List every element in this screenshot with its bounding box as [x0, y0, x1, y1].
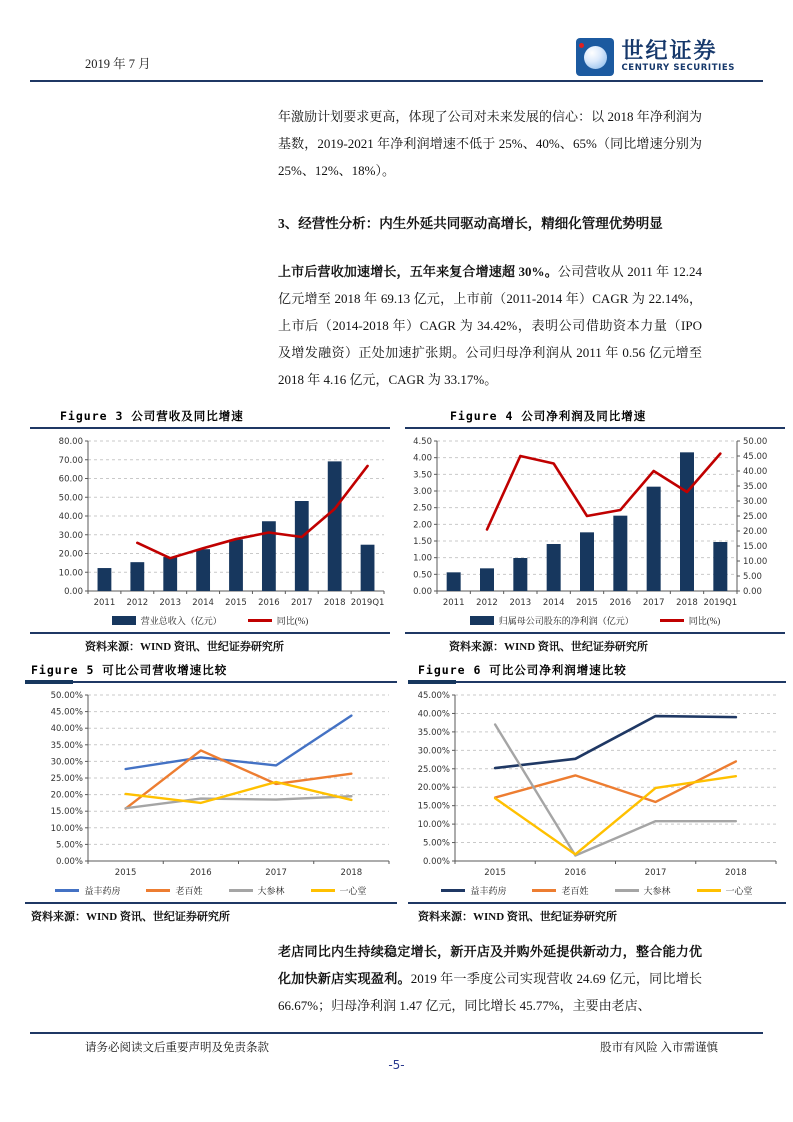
header-divider	[30, 80, 763, 82]
section-heading: 3、经营性分析：内生外延共同驱动高增长，精细化管理优势明显	[278, 216, 663, 231]
legend-label: 一心堂	[725, 886, 753, 896]
revenue-bar-line-chart	[30, 433, 390, 613]
svg-text:2019Q1: 2019Q1	[703, 598, 738, 608]
svg-text:50.00: 50.00	[58, 493, 83, 504]
svg-text:0.00: 0.00	[413, 587, 432, 597]
legend-label: 同比(%)	[276, 616, 309, 626]
svg-text:40.00: 40.00	[743, 467, 768, 477]
legend-swatch-bar-icon	[470, 616, 494, 625]
svg-text:0.00: 0.00	[64, 587, 83, 597]
figure-4-title: Figure 4 公司净利润及同比增速	[450, 409, 647, 423]
figure-6-title: Figure 6 可比公司净利润增速比较	[418, 663, 627, 677]
svg-text:2014: 2014	[542, 598, 565, 608]
svg-text:3.00: 3.00	[413, 487, 432, 497]
legend-swatch-line-icon	[146, 889, 170, 892]
legend-swatch-line-icon	[441, 889, 465, 892]
paragraph-incentive-plan: 年激励计划要求更高，体现了公司对未来发展的信心：以 2018 年净利润为基数，2019-2021 年净利润增速不低于 25%、40%、65%（同比增速分别为 25%、12%、18%）。	[278, 109, 702, 178]
svg-text:10.00%: 10.00%	[50, 823, 83, 834]
svg-text:30.00%: 30.00%	[417, 746, 450, 757]
svg-text:1.50: 1.50	[413, 537, 432, 547]
globe-logo-icon	[576, 38, 614, 76]
svg-text:0.50: 0.50	[413, 570, 432, 581]
svg-text:20.00: 20.00	[743, 527, 768, 537]
svg-text:4.50: 4.50	[413, 437, 432, 447]
svg-text:60.00: 60.00	[58, 474, 83, 485]
svg-text:40.00%: 40.00%	[50, 724, 83, 735]
svg-text:4.00: 4.00	[413, 453, 432, 464]
svg-text:2018: 2018	[323, 598, 346, 608]
svg-text:50.00: 50.00	[743, 437, 768, 447]
svg-text:25.00%: 25.00%	[50, 774, 83, 784]
svg-text:2017: 2017	[644, 868, 667, 878]
legend-swatch-line-icon	[532, 889, 556, 892]
figure-3-title-rule	[30, 427, 390, 429]
paragraph-lead-bold: 上市后营收加速增长，五年来复合增速超 30%。	[278, 264, 558, 279]
svg-text:2016: 2016	[190, 868, 212, 878]
figure-5-title-rule	[25, 681, 397, 683]
figure-4-source: 资料来源：WIND 资讯、世纪证券研究所	[405, 632, 785, 654]
svg-text:2011: 2011	[442, 598, 465, 608]
legend-label: 归属母公司股东的净利润（亿元）	[498, 616, 634, 626]
legend-label: 一心堂	[339, 886, 367, 896]
svg-text:2018: 2018	[340, 868, 363, 878]
legend-label: 营业总收入（亿元）	[140, 616, 222, 626]
svg-text:50.00%: 50.00%	[50, 691, 83, 701]
company-logo	[576, 38, 735, 76]
svg-text:2016: 2016	[258, 598, 280, 608]
svg-text:2012: 2012	[476, 598, 498, 608]
legend-label: 益丰药房	[84, 886, 121, 896]
logo-name-cn: 世纪证券	[621, 39, 718, 64]
svg-text:1.00: 1.00	[413, 553, 432, 564]
svg-text:40.00: 40.00	[58, 512, 83, 522]
svg-text:15.00%: 15.00%	[417, 801, 450, 812]
legend-item	[55, 884, 120, 897]
legend-item	[660, 614, 721, 627]
svg-text:15.00: 15.00	[743, 542, 768, 552]
svg-text:2013: 2013	[509, 598, 532, 608]
svg-text:35.00: 35.00	[743, 482, 768, 492]
legend-swatch-line-icon	[55, 889, 79, 892]
figure-3-source: 资料来源：WIND 资讯、世纪证券研究所	[30, 632, 390, 654]
legend-label: 大参林	[257, 886, 285, 896]
legend-swatch-line-icon	[248, 619, 272, 622]
figure-5-title: Figure 5 可比公司营收增速比较	[31, 663, 228, 677]
legend-label: 老百姓	[175, 886, 203, 896]
svg-text:35.00%: 35.00%	[417, 727, 450, 738]
svg-text:2014: 2014	[192, 598, 214, 608]
svg-text:5.00%: 5.00%	[422, 838, 450, 849]
legend-swatch-line-icon	[660, 619, 684, 622]
legend-item	[146, 884, 202, 897]
svg-text:30.00: 30.00	[743, 497, 768, 507]
svg-text:0.00%: 0.00%	[55, 857, 83, 867]
svg-text:15.00%: 15.00%	[50, 807, 83, 818]
svg-text:30.00: 30.00	[58, 530, 83, 541]
legend-label: 老百姓	[561, 886, 589, 896]
svg-text:25.00%: 25.00%	[417, 764, 450, 775]
footer-divider	[30, 1032, 763, 1034]
svg-text:2015: 2015	[114, 868, 137, 878]
svg-text:10.00: 10.00	[743, 557, 768, 567]
figure-3-legend	[30, 614, 390, 627]
legend-label: 益丰药房	[470, 886, 507, 896]
legend-item	[112, 614, 222, 627]
svg-text:10.00%: 10.00%	[417, 820, 450, 831]
svg-text:2011: 2011	[93, 598, 116, 608]
figure-6-title-rule	[408, 681, 786, 683]
svg-text:0.00%: 0.00%	[422, 857, 450, 867]
profit-compare-line-chart	[408, 687, 786, 883]
footer-disclaimer: 请务必阅读文后重要声明及免责条款	[85, 1042, 269, 1054]
svg-text:20.00: 20.00	[58, 549, 83, 560]
svg-text:2017: 2017	[290, 598, 313, 608]
svg-text:2017: 2017	[265, 868, 287, 878]
revenue-compare-line-chart	[25, 687, 397, 883]
logo-name-en: CENTURY SECURITIES	[621, 63, 735, 73]
svg-text:2018: 2018	[676, 598, 698, 608]
figure-3-title: Figure 3 公司营收及同比增速	[60, 409, 244, 423]
legend-item	[248, 614, 309, 627]
profit-bar-line-chart	[405, 433, 785, 613]
svg-text:2016: 2016	[609, 598, 632, 608]
legend-swatch-line-icon	[615, 889, 639, 892]
svg-text:20.00%: 20.00%	[417, 783, 450, 794]
legend-swatch-line-icon	[697, 889, 721, 892]
legend-label: 大参林	[643, 886, 671, 896]
svg-text:30.00%: 30.00%	[50, 757, 83, 768]
legend-swatch-line-icon	[229, 889, 253, 892]
svg-text:2012: 2012	[126, 598, 149, 608]
legend-label: 同比(%)	[688, 616, 721, 626]
svg-text:45.00%: 45.00%	[50, 707, 83, 718]
svg-text:35.00%: 35.00%	[50, 740, 83, 751]
page-number: -5-	[388, 1058, 405, 1072]
figure-5-source: 资料来源：WIND 资讯、世纪证券研究所	[25, 902, 397, 924]
legend-item	[697, 884, 753, 897]
legend-swatch-line-icon	[311, 889, 335, 892]
legend-item	[470, 614, 634, 627]
figure-5-revenue-compare-chart	[25, 662, 397, 924]
svg-text:2015: 2015	[576, 598, 598, 608]
svg-text:10.00: 10.00	[58, 568, 83, 579]
svg-text:80.00: 80.00	[58, 437, 83, 447]
figure-4-title-rule	[405, 427, 785, 429]
legend-item	[229, 884, 285, 897]
report-date: 2019 年 7 月	[85, 57, 151, 71]
legend-item	[615, 884, 671, 897]
svg-text:2.00: 2.00	[413, 520, 432, 531]
svg-text:40.00%: 40.00%	[417, 709, 450, 720]
svg-text:70.00: 70.00	[58, 455, 83, 466]
svg-text:3.50: 3.50	[413, 470, 432, 481]
svg-text:2017: 2017	[642, 598, 665, 608]
figure-4-profit-chart	[405, 408, 785, 654]
paragraph-revenue-growth: 上市后营收加速增长，五年来复合增速超 30%。公司营收从 2011 年 12.24 亿元增至 2018 年 69.13 亿元，上市前（2011-2014 年）CAGR 为 22.14%，上市后（2014-2018 年）CAGR 为 34.42%，表明公司借助资本力量（IPO 及增发融资）正处加速扩张期。公司归母净利润从 2011 年 0.56 亿元增至 2018 年 4.16 亿元，CAGR 为 33.17%。	[278, 264, 702, 387]
svg-text:2016: 2016	[564, 868, 587, 878]
svg-text:20.00%: 20.00%	[50, 790, 83, 801]
legend-item	[311, 884, 367, 897]
svg-text:0.00: 0.00	[743, 587, 762, 597]
svg-text:2019Q1: 2019Q1	[350, 598, 385, 608]
figure-6-legend	[408, 884, 786, 897]
legend-item	[441, 884, 506, 897]
svg-text:2015: 2015	[484, 868, 506, 878]
legend-swatch-bar-icon	[112, 616, 136, 625]
figure-6-source: 资料来源：WIND 资讯、世纪证券研究所	[408, 902, 786, 924]
svg-text:2013: 2013	[159, 598, 182, 608]
svg-text:45.00: 45.00	[743, 452, 768, 462]
figure-4-legend	[405, 614, 785, 627]
svg-text:25.00: 25.00	[743, 512, 768, 522]
svg-text:2015: 2015	[225, 598, 247, 608]
svg-text:2018: 2018	[725, 868, 747, 878]
figure-3-revenue-chart	[30, 408, 390, 654]
footer-risk-warning: 股市有风险 入市需谨慎	[600, 1042, 718, 1054]
figure-5-legend	[25, 884, 397, 897]
legend-item	[532, 884, 588, 897]
paragraph-lead-bold: 老店同比内生持续稳定增长，新开店及并购外延提供新动力，整合能力优化加快新店实现盈利。	[278, 944, 702, 986]
paragraph-store-growth: 老店同比内生持续稳定增长，新开店及并购外延提供新动力，整合能力优化加快新店实现盈利。2019 年一季度公司实现营收 24.69 亿元，同比增长 66.67%；归母净利润 1.47 亿元，同比增长 45.77%，主要由老店、	[278, 944, 702, 1013]
svg-text:5.00: 5.00	[743, 572, 762, 582]
svg-text:5.00%: 5.00%	[55, 840, 83, 851]
svg-text:45.00%: 45.00%	[417, 691, 450, 701]
figure-6-profit-compare-chart	[408, 662, 786, 924]
svg-text:2.50: 2.50	[413, 503, 432, 514]
